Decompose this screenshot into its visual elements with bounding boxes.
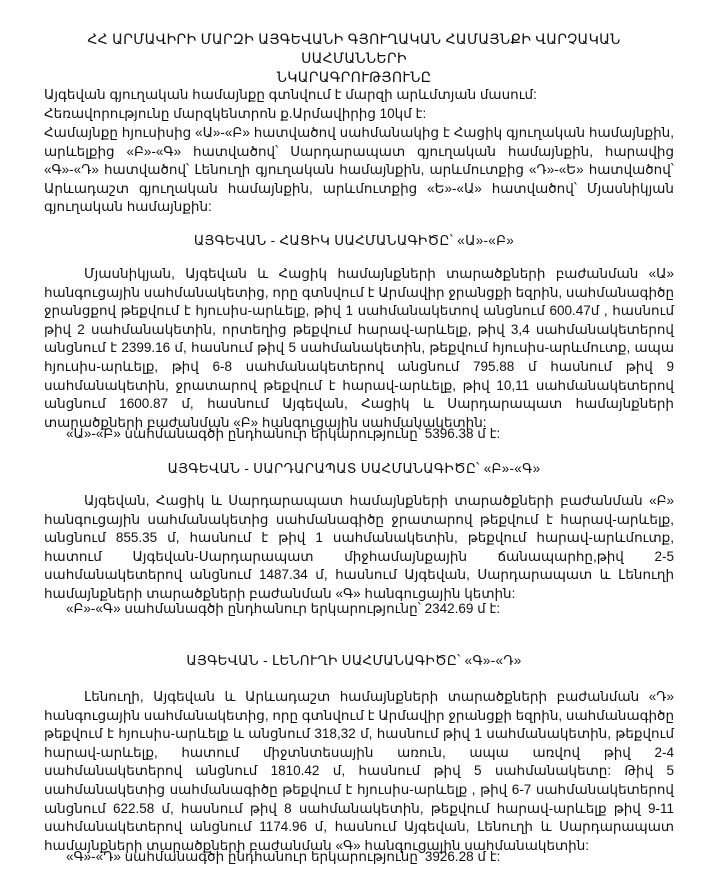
section-3-body: Լենուղի, Այգեվան և Արևադաշտ համայնքների տարածքների բաժանման «Դ» հանգուցային սահմանակետից, որը գտնվում է Արմավիր ջրանցքի եզրին, սահմանագիծը թեքվում է հյուսիս-արևելք և անցնում 318,32 մ, հասնում թիվ 1 սահմանակետին, թեքվում հարավ-արևելք, հատում միջտնտեսային առուն, ապա առվով թիվ 2-4 սահմանակետերով անցնում 1810.42 մ, հասնում թիվ 5 սահմանակետը: Թիվ 5 սահմանակետից սահմանագիծը թեքվում է հյուսիս-արևելք , թիվ 6-7 սահմանակետերով անցնում 622.58 մ, հասնում թիվ 8 սահմանակետին, թեքվում հարավ-արևելք թիվ 9-11 սահմանակետերով անցնում 1174.96 մ, հասնում Այգեվան, Լենուղի և Սարդարապատ համայնքների տարածքների բաժանման «Գ» հանգուցային սահմանակետին: (44, 689, 674, 853)
section-3-total: «Գ»-«Դ» սահմանագծի ընդհանուր երկարությունը՝ 3926.28 մ է: (66, 849, 501, 864)
section-3-heading: ԱՅԳԵՎԱՆ - ԼԵՆՈՒՂԻ ՍԱՀՄԱՆԱԳԻԾԸ՝ «Գ»-«Դ» (186, 653, 522, 668)
document-title (40, 30, 668, 87)
section-2-total: «Բ»-«Գ» սահմանագծի ընդհանուր երկարությունը՝ 2342.69 մ է: (66, 601, 501, 616)
section-1-body: Մյասնիկյան, Այգեվան և Հացիկ համայնքների տարածքների բաժանման «Ա» հանգուցային սահմանակետից, որը գտնվում է Արմավիր ջրանցքի եզրին, սահմանագիծը ջրանցքով թեքվում է հյուսիս-արևելք, թիվ 1 սահմանակետով անցնում 600.47մ , հասնում թիվ 2 սահմանակետին, որտեղից թեքվում հարավ-արևելք, թիվ 3,4 սահմանակետերով անցնում է 2399.16 մ, հասնում թիվ 5 սահմանակետին, թեքվում հյուսիս-արևմուտք, ապա հյուսիս-արևելք, թիվ 6-8 սահմանակետերով անցնում 795.88 մ հասնում թիվ 9 սահմանակետին, ջրատարով թեքվում է հարավ-արևելք, թիվ 10,11 սահմանակետերով անցնում 1600.87 մ, հասնում Այգեվան, Հացիկ և Սարդարապատ համայնքների տարածքների բաժանման «Բ» հանգուցային սահմանակետին: (44, 266, 674, 430)
title-line-2: ՆԿԱՐԱԳՐՈՒԹՅՈՒՆԸ (276, 69, 432, 85)
intro-boundaries-paragraph: Համայնքը հյուսիսից «Ա»-«Բ» հատվածով սահմանակից է Հացիկ գյուղական համայնքին, արևելքից «Բ»-«Գ» հատվածով՝ Սարդարապատ գյուղական համայնքին, հարավից «Գ»-«Դ» հատվածով՝ Լենուղի գյուղական համայնքին, արևմուտքից «Դ»-«Ե» հատվածով՝ Արևադաշտ գյուղական համայնքին, արևմուտքից «Ե»-«Ա» հատվածով՝ Մյասնիկյան գյուղական համայնքին: (44, 125, 674, 215)
intro-location: Այգեվան գյուղական համայնքը գտնվում է մարզի արևմտյան մասում: (44, 87, 537, 102)
section-2-heading: ԱՅԳԵՎԱՆ - ՍԱՐԴԱՐԱՊԱՏ ՍԱՀՄԱՆԱԳԻԾԸ՝ «Բ»-«Գ» (167, 461, 541, 476)
title-line-1: ՀՀ ԱՐՄԱՎԻՐԻ ՄԱՐԶԻ ԱՅԳԵՎԱՆԻ ԳՅՈՒՂԱԿԱՆ ՀԱՄԱՅՆՔԻ ՎԱՐՉԱԿԱՆ ՍԱՀՄԱՆՆԵՐԻ (87, 31, 621, 66)
section-2-body: Այգեվան, Հացիկ և Սարդարապատ համայնքների տարածքների բաժանման «Բ» հանգուցային սահմանակետից սահմանագիծը ջրատարով թեքվում է հարավ-արևելք, անցնում 855.35 մ, հասնում է թիվ 1 սահմանակետին, թեքվում հարավ-արևմուտք, հատում Այգեվան-Սարդարապատ միջհամայնքային ճանապարհը,թիվ 2-5 սահմանակետերով անցնում 1487.34 մ, հասնում Այգեվան, Սարդարապատ և Լենուղի համայնքների տարածքների բաժանման «Գ» հանգուցային կետին: (44, 493, 674, 601)
intro-distance: Հեռավորությունը մարզկենտրոն ք.Արմավիրից 10կմ է: (44, 106, 427, 121)
section-1-heading: ԱՅԳԵՎԱՆ - ՀԱՑԻԿ ՍԱՀՄԱՆԱԳԻԾԸ՝ «Ա»-«Բ» (193, 233, 515, 248)
section-1-total: «Ա»-«Բ» սահմանագծի ընդհանուր երկարությունը՝ 5396.38 մ է: (66, 426, 501, 441)
